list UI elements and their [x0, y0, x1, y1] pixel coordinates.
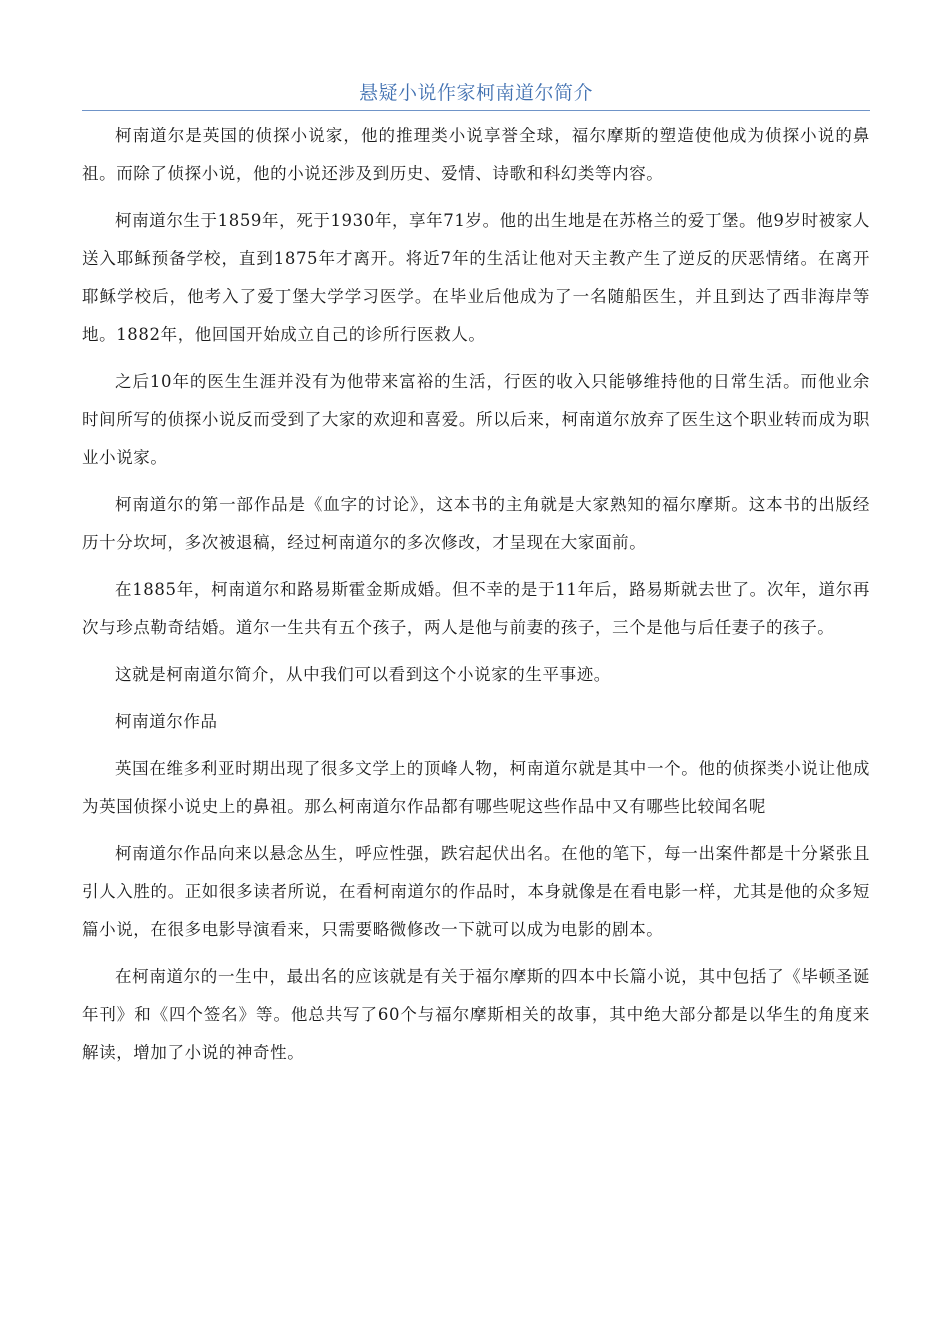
- paragraph-early-life: 柯南道尔生于1859年，死于1930年，享年71岁。他的出生地是在苏格兰的爱丁堡。他9岁时被家人送入耶稣预备学校，直到1875年才离开。将近7年的生活让他对天主教产生了逆反的厌恶情绪。在离开耶稣学校后，他考入了爱丁堡大学学习医学。在毕业后他成为了一名随船医生，并且到达了西非海岸等地。1882年，他回国开始成立自己的诊所行医救人。: [82, 211, 870, 344]
- document-title: 悬疑小说作家柯南道尔简介: [82, 78, 870, 111]
- paragraph-works-intro: 英国在维多利亚时期出现了很多文学上的顶峰人物，柯南道尔就是其中一个。他的侦探类小说让他成为英国侦探小说史上的鼻祖。那么柯南道尔作品都有哪些呢这些作品中又有哪些比较闻名呢: [82, 759, 870, 816]
- paragraph-summary: 这就是柯南道尔简介，从中我们可以看到这个小说家的生平事迹。: [115, 665, 611, 684]
- paragraph-first-work: 柯南道尔的第一部作品是《血字的讨论》，这本书的主角就是大家熟知的福尔摩斯。这本书的出版经历十分坎坷，多次被退稿，经过柯南道尔的多次修改，才呈现在大家面前。: [82, 495, 870, 552]
- paragraph-famous-works: 在柯南道尔的一生中，最出名的应该就是有关于福尔摩斯的四本中长篇小说，其中包括了《毕顿圣诞年刊》和《四个签名》等。他总共写了60个与福尔摩斯相关的故事，其中绝大部分都是以华生的角度来解读，增加了小说的神奇性。: [82, 967, 870, 1062]
- paragraph-works-style: 柯南道尔作品向来以悬念丛生，呼应性强，跌宕起伏出名。在他的笔下，每一出案件都是十分紧张且引人入胜的。正如很多读者所说，在看柯南道尔的作品时，本身就像是在看电影一样，尤其是他的众多短篇小说，在很多电影导演看来，只需要略微修改一下就可以成为电影的剧本。: [82, 844, 870, 939]
- paragraph-intro: 柯南道尔是英国的侦探小说家，他的推理类小说享誉全球，福尔摩斯的塑造使他成为侦探小说的鼻祖。而除了侦探小说，他的小说还涉及到历史、爱情、诗歌和科幻类等内容。: [82, 126, 870, 183]
- paragraph-marriage: 在1885年，柯南道尔和路易斯霍金斯成婚。但不幸的是于11年后，路易斯就去世了。次年，道尔再次与珍点勒奇结婚。道尔一生共有五个孩子，两人是他与前妻的孩子，三个是他与后任妻子的孩子。: [82, 580, 870, 637]
- document-page: [82, 78, 870, 1081]
- section-heading-works: 柯南道尔作品: [115, 712, 218, 731]
- paragraph-medical-career: 之后10年的医生生涯并没有为他带来富裕的生活，行医的收入只能够维持他的日常生活。而他业余时间所写的侦探小说反而受到了大家的欢迎和喜爱。所以后来，柯南道尔放弃了医生这个职业转而成为职业小说家。: [82, 372, 870, 467]
